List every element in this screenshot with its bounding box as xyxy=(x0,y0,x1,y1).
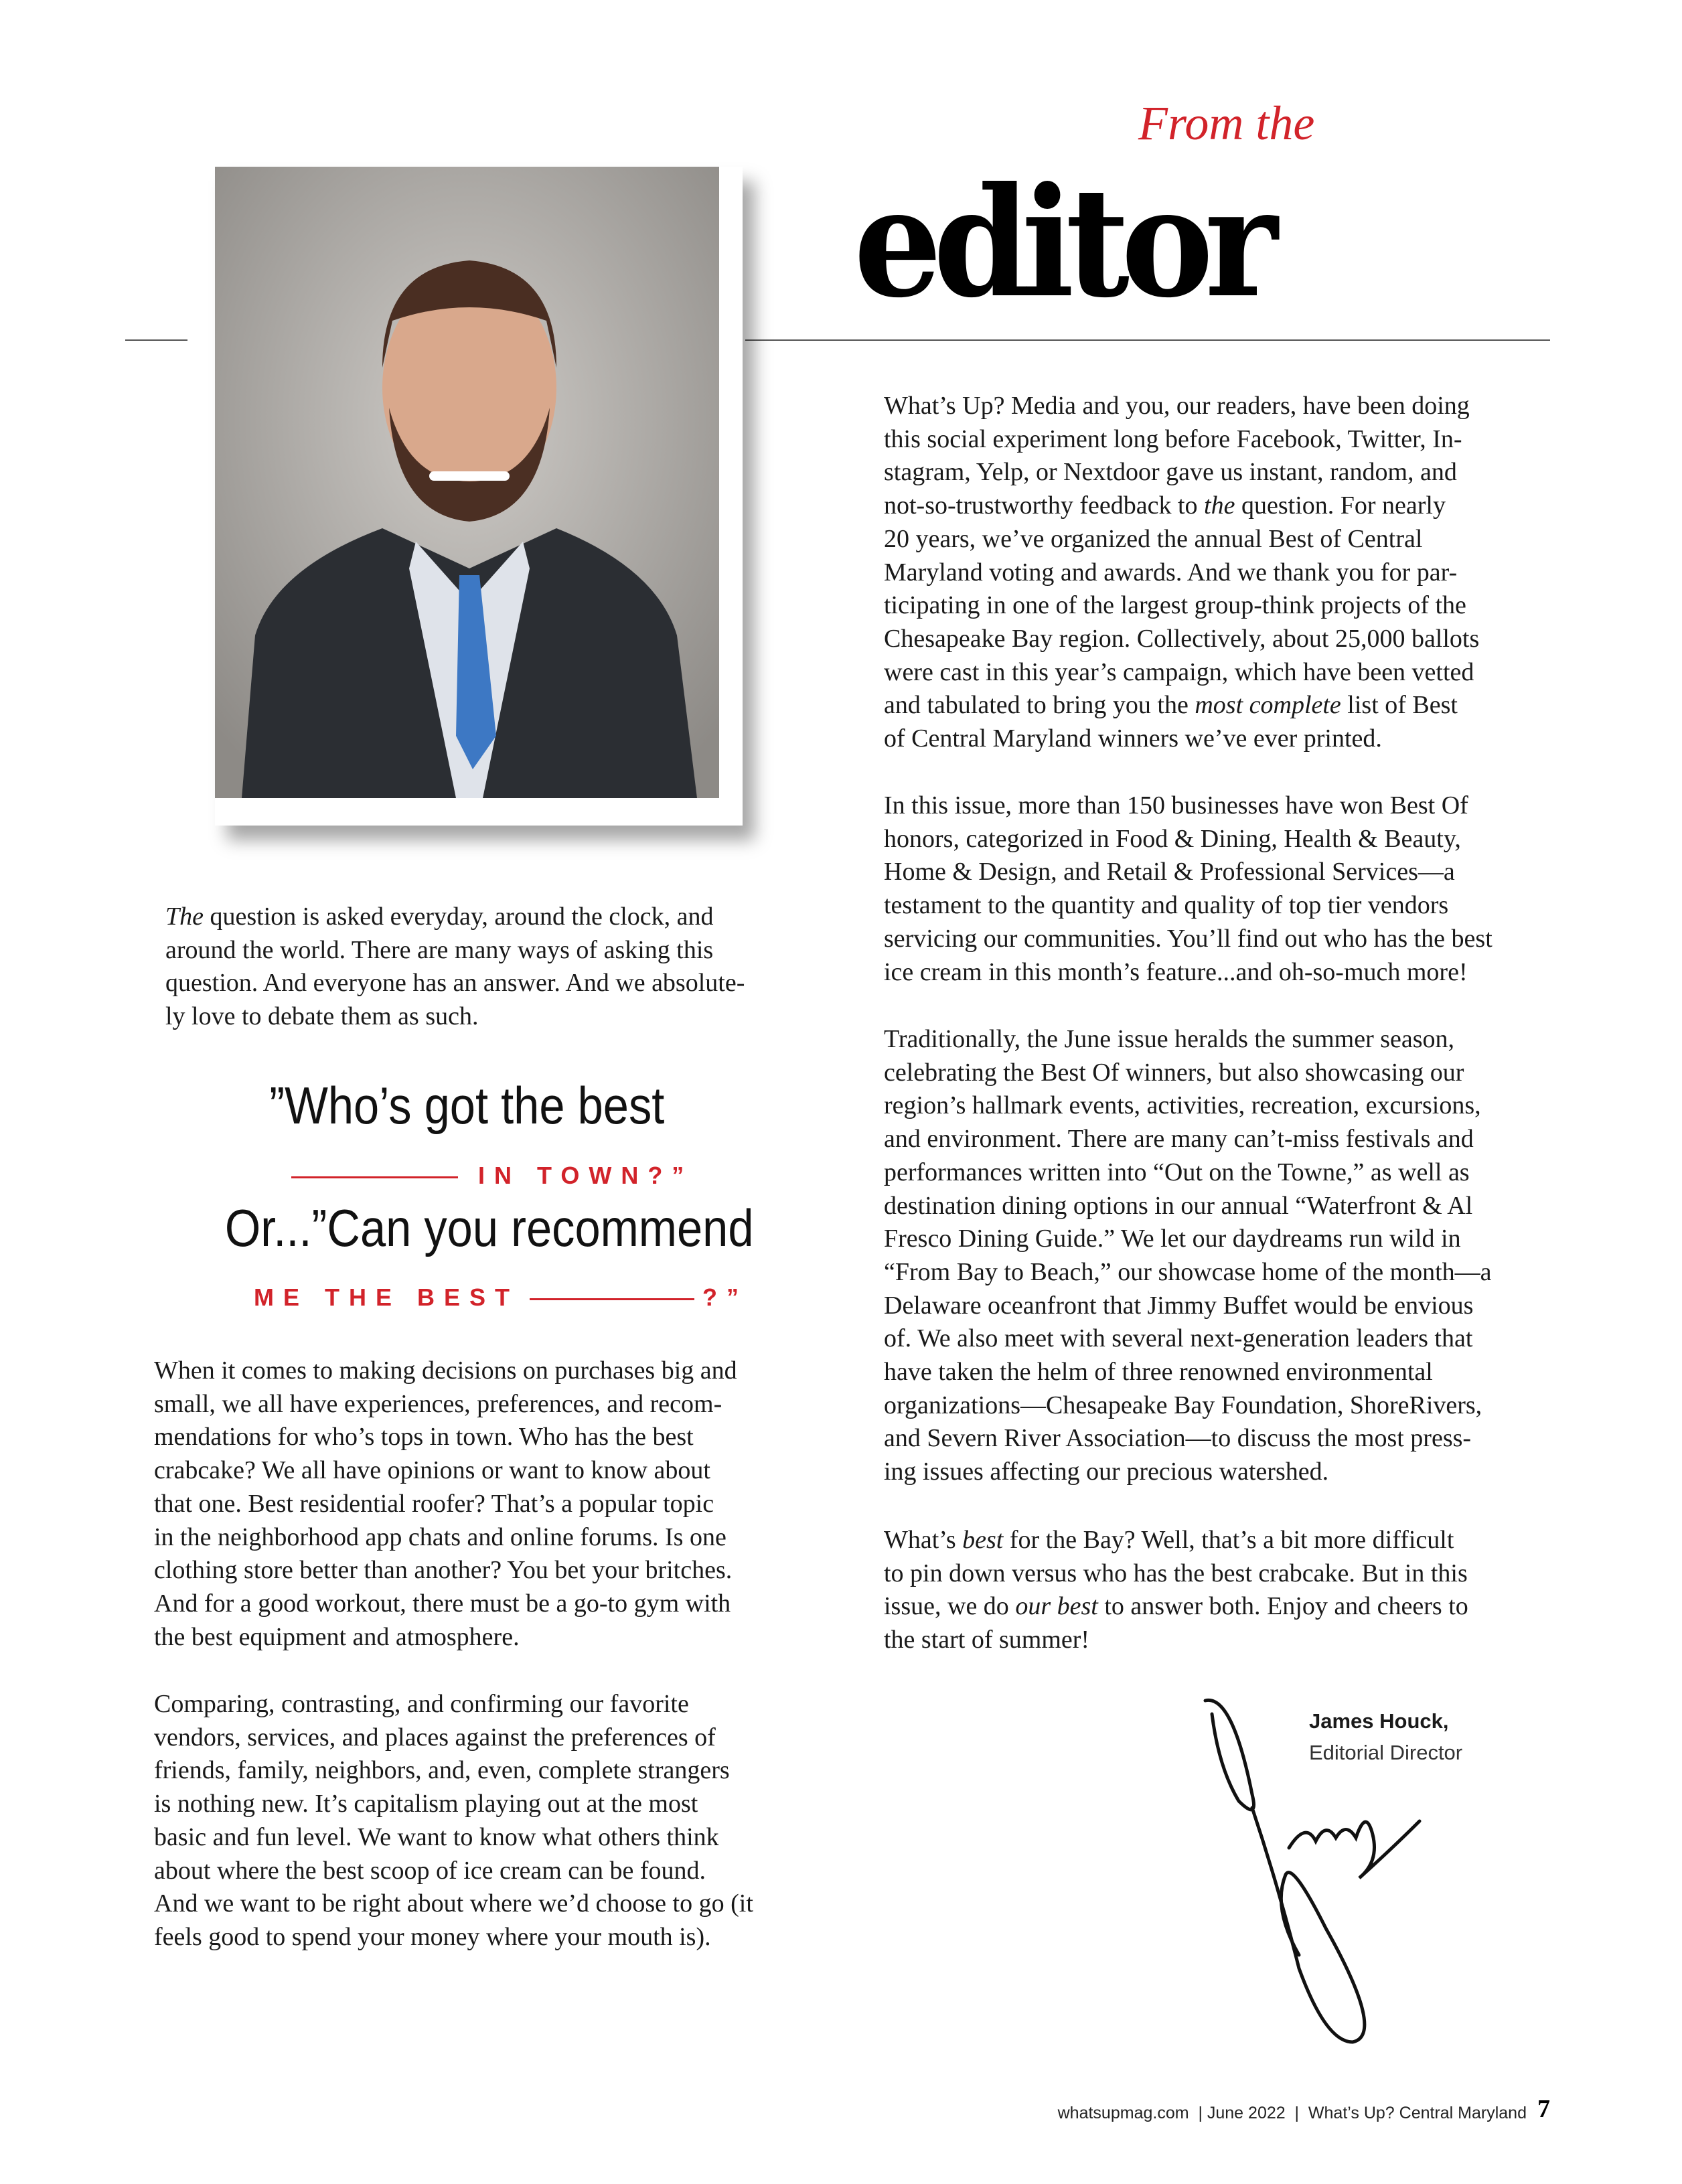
text-line: testament to the quantity and quality of top tier vendors xyxy=(884,891,1449,920)
pull-quote-me-the-best: ME THE BEST xyxy=(254,1283,520,1311)
pull-quote-line-2 xyxy=(291,1164,693,1188)
text-line: ly love to debate them as such. xyxy=(165,1002,479,1031)
text-line: issue, we do our best to answer both. Enjoy and cheers to xyxy=(884,1592,1468,1621)
text-line: feels good to spend your money where your mouth is). xyxy=(154,1922,711,1951)
text-line: mendations for who’s tops in town. Who has the best xyxy=(154,1423,694,1452)
text-line: region’s hallmark events, activities, recreation, excursions, xyxy=(884,1091,1481,1120)
text-line: ice cream in this month’s feature...and oh-so-much more! xyxy=(884,957,1468,986)
pull-quote-line-3: Or...”Can you recommend xyxy=(224,1198,754,1257)
emphasis: The xyxy=(165,903,204,931)
editor-portrait-photo xyxy=(215,167,719,798)
editor-photo-frame xyxy=(215,167,743,826)
signature-name: James Houck, xyxy=(1309,1709,1449,1733)
text-line: to pin down versus who has the best crabcake. But in this xyxy=(884,1559,1468,1587)
intro-paragraph xyxy=(165,901,745,1034)
text-line: performances written into “Out on the Towne,” as well as xyxy=(884,1158,1470,1186)
text-line: servicing our communities. You’ll find out who has the best xyxy=(884,924,1493,953)
text-line: were cast in this year’s campaign, which have been vetted xyxy=(884,657,1474,686)
text-line: question. And everyone has an answer. And we absolute- xyxy=(165,969,745,998)
emphasis: best xyxy=(962,1526,1004,1554)
text-line: Traditionally, the June issue heralds the summer season, xyxy=(884,1025,1455,1053)
text-line: celebrating the Best Of winners, but also showcasing our xyxy=(884,1058,1464,1087)
page-number: 7 xyxy=(1537,2095,1550,2123)
text-line: And we want to be right about where we’d choose to go (it xyxy=(154,1889,753,1918)
text-line: Chesapeake Bay region. Collectively, about 25,000 ballots xyxy=(884,624,1480,653)
right-header-rule xyxy=(745,339,1550,341)
text-line: crabcake? We all have opinions or want to know about xyxy=(154,1456,710,1485)
pull-quote-end: ?” xyxy=(702,1283,749,1311)
pull-quote-line-4 xyxy=(254,1285,748,1310)
text-line: What’s Up? Media and you, our readers, have been doing xyxy=(884,392,1470,420)
text-line: Delaware oceanfront that Jimmy Buffet would be envious xyxy=(884,1291,1474,1320)
text-line: stagram, Yelp, or Nextdoor gave us instant, random, and xyxy=(884,458,1457,487)
text-line: In this issue, more than 150 businesses have won Best Of xyxy=(884,791,1468,820)
text-line: have taken the helm of three renowned environmental xyxy=(884,1358,1433,1387)
text-line: of. We also meet with several next-generation leaders that xyxy=(884,1324,1473,1353)
right-body-paragraph xyxy=(884,390,1479,756)
text-line: and Severn River Association—to discuss the most press- xyxy=(884,1424,1472,1453)
text-line: is nothing new. It’s capitalism playing out at the most xyxy=(154,1790,698,1818)
fill-in-blank xyxy=(291,1176,458,1178)
emphasis: our best xyxy=(1015,1592,1098,1621)
text-line: destination dining options in our annual “Waterfront & Al xyxy=(884,1191,1473,1220)
fill-in-blank xyxy=(530,1298,694,1300)
text-line: ticipating in one of the largest group-think projects of the xyxy=(884,591,1466,620)
text-line: vendors, services, and places against the preferences of xyxy=(154,1723,716,1751)
text-line: 20 years, we’ve organized the annual Best of Central xyxy=(884,524,1423,553)
text-line: and environment. There are many can’t-miss festivals and xyxy=(884,1125,1474,1154)
page-title: editor xyxy=(854,155,1270,331)
text-line: not-so-trustworthy feedback to the question. For nearly xyxy=(884,491,1446,520)
left-body-paragraph xyxy=(154,1688,753,1954)
text-line: around the world. There are many ways of asking this xyxy=(165,935,714,964)
text-line: organizations—Chesapeake Bay Foundation, ShoreRivers, xyxy=(884,1391,1482,1419)
pull-quote-in-town: IN TOWN?” xyxy=(478,1162,694,1189)
page-footer: whatsupmag.com | June 2022 | What’s Up? Central Maryland xyxy=(1057,2104,1527,2122)
text-line: small, we all have experiences, preferences, and recom- xyxy=(154,1389,722,1418)
text-line: that one. Best residential roofer? That’s a popular topic xyxy=(154,1489,714,1518)
text-line: Maryland voting and awards. And we thank you for par- xyxy=(884,558,1458,587)
right-body-paragraph xyxy=(884,1023,1492,1489)
text-line: and tabulated to bring you the most complete list of Best xyxy=(884,691,1458,720)
emphasis: most complete xyxy=(1195,691,1341,720)
text-line: “From Bay to Beach,” our showcase home of the month—a xyxy=(884,1257,1492,1286)
text-line: clothing store better than another? You bet your britches. xyxy=(154,1556,733,1585)
text-line: in the neighborhood app chats and online forums. Is one xyxy=(154,1523,727,1551)
text-line: Comparing, contrasting, and confirming our favorite xyxy=(154,1690,689,1718)
text-line: this social experiment long before Facebook, Twitter, In- xyxy=(884,424,1462,453)
right-body-paragraph xyxy=(884,789,1493,989)
right-body-paragraph xyxy=(884,1524,1468,1657)
signature-title: Editorial Director xyxy=(1309,1741,1463,1764)
text-line: And for a good workout, there must be a go-to gym with xyxy=(154,1589,731,1618)
left-header-rule xyxy=(125,339,187,341)
text-line: Fresco Dining Guide.” We let our daydreams run wild in xyxy=(884,1225,1461,1253)
text-line: The question is asked everyday, around the clock, and xyxy=(165,903,714,931)
text-line: ing issues affecting our precious watershed. xyxy=(884,1458,1329,1486)
text-line: honors, categorized in Food & Dining, Health & Beauty, xyxy=(884,824,1461,853)
emphasis: the xyxy=(1204,491,1235,520)
text-line: of Central Maryland winners we’ve ever printed. xyxy=(884,724,1382,753)
text-line: What’s best for the Bay? Well, that’s a bit more difficult xyxy=(884,1526,1454,1554)
text-line: When it comes to making decisions on purchases big and xyxy=(154,1356,737,1385)
page-kicker: From the xyxy=(1138,96,1315,150)
text-line: Home & Design, and Retail & Professional Services—a xyxy=(884,858,1455,886)
pull-quote-line-1: ”Who’s got the best xyxy=(269,1076,665,1135)
text-line: about where the best scoop of ice cream can be found. xyxy=(154,1856,706,1885)
text-line: the start of summer! xyxy=(884,1626,1090,1654)
text-line: friends, family, neighbors, and, even, complete strangers xyxy=(154,1756,730,1785)
text-line: basic and fun level. We want to know what others think xyxy=(154,1822,719,1851)
left-body-paragraph xyxy=(154,1354,737,1654)
text-line: the best equipment and atmosphere. xyxy=(154,1622,520,1651)
